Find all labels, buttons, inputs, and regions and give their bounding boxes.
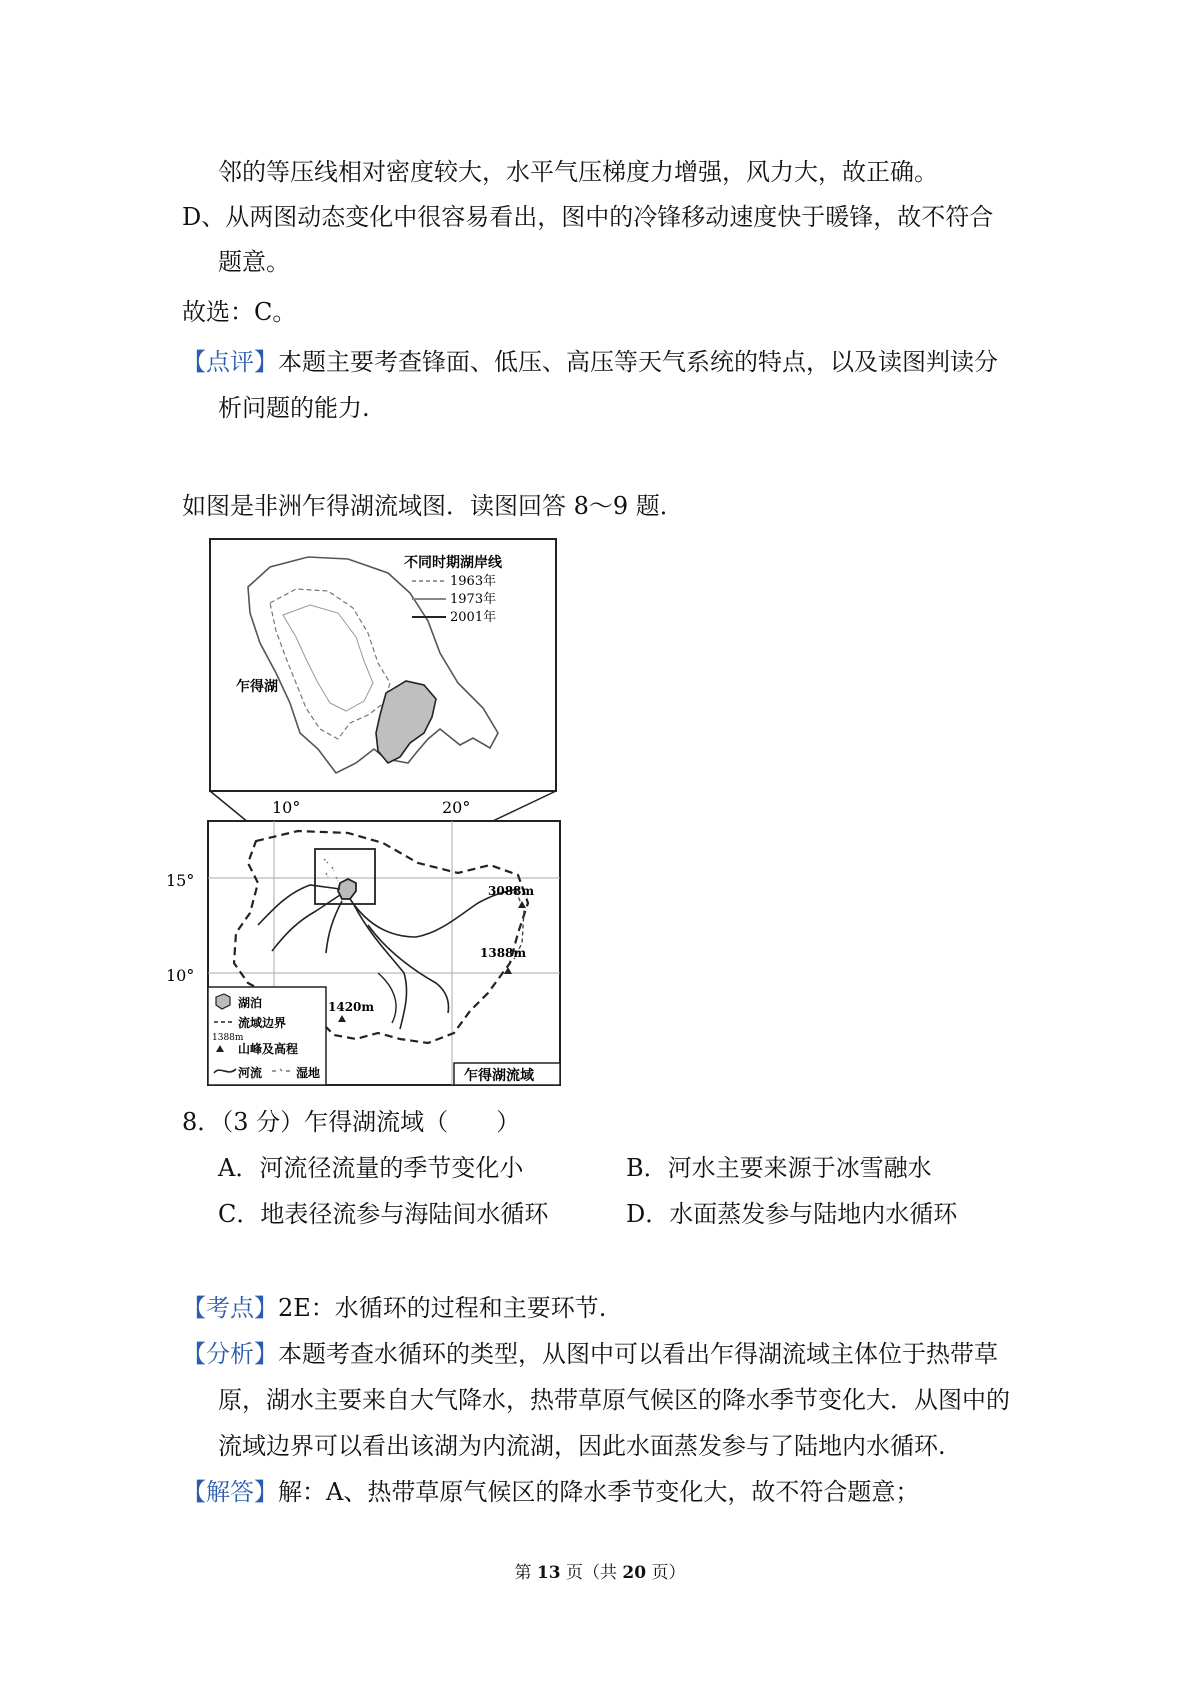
footer-text: 页（共 — [560, 1563, 623, 1583]
peak-label: 1388m — [480, 946, 527, 960]
kaodian-text: 2E：水循环的过程和主要环节. — [278, 1294, 607, 1322]
legend-item: 山峰及高程 — [238, 1042, 299, 1056]
page-number: 13 — [536, 1563, 561, 1583]
text-line: 题意。 — [218, 248, 290, 276]
option-b: B．河水主要来源于冰雪融水 — [626, 1154, 932, 1182]
fenxi-text: 本题考查水循环的类型，从图中可以看出乍得湖流域主体位于热带草 — [278, 1340, 998, 1368]
intro-line: 如图是非洲乍得湖流域图．读图回答 8～9 题． — [182, 492, 684, 520]
option-d: D．水面蒸发参与陆地内水循环 — [626, 1200, 958, 1228]
review-tag: 【点评】 — [182, 348, 278, 376]
review-paragraph — [182, 346, 998, 378]
text-line: 析问题的能力. — [218, 394, 370, 422]
legend-item: 河流 — [238, 1066, 263, 1080]
kaodian-paragraph — [182, 1292, 606, 1324]
jieda-paragraph — [182, 1476, 919, 1508]
footer-text: 页） — [646, 1563, 686, 1583]
legend-item: 湿地 — [296, 1066, 321, 1080]
page-footer — [0, 1558, 1200, 1583]
review-text: 本题主要考查锋面、低压、高压等天气系统的特点，以及读图判读分 — [278, 348, 998, 376]
legend-title: 不同时期湖岸线 — [404, 555, 502, 571]
legend-item: 1388m — [212, 1033, 244, 1043]
lat-label: 15° — [166, 871, 195, 890]
legend-2001-label: 2001年 — [450, 610, 497, 625]
footer-text: 第 — [514, 1563, 537, 1583]
text-line: D、从两图动态变化中很容易看出，图中的冷锋移动速度快于暖锋，故不符合 — [182, 203, 994, 231]
peak-label: 1420m — [328, 1000, 375, 1014]
lat-label: 10° — [166, 966, 195, 985]
peak-label: 3088m — [488, 884, 535, 898]
option-a: A．河流径流量的季节变化小 — [218, 1154, 524, 1182]
text-line: 故选：C。 — [182, 298, 297, 326]
legend-1973-label: 1973年 — [450, 592, 497, 607]
text-line: 邻的等压线相对密度较大，水平气压梯度力增强，风力大，故正确。 — [218, 158, 938, 186]
fenxi-tag: 【分析】 — [182, 1340, 278, 1368]
jieda-text: 解：A、热带草原气候区的降水季节变化大，故不符合题意； — [278, 1478, 920, 1506]
lon-label: 10° — [272, 798, 301, 817]
text-line: 流域边界可以看出该湖为内流湖，因此水面蒸发参与了陆地内水循环. — [218, 1432, 946, 1460]
option-c: C．地表径流参与海陆间水循环 — [218, 1200, 549, 1228]
legend-item: 湖泊 — [238, 996, 263, 1010]
jieda-tag: 【解答】 — [182, 1478, 278, 1506]
page-total: 20 — [622, 1563, 647, 1583]
lake-shape — [338, 879, 356, 899]
legend-1963-label: 1963年 — [450, 574, 497, 589]
chad-lake-basin-figure — [166, 533, 578, 1089]
lon-label: 20° — [442, 798, 471, 817]
kaodian-tag: 【考点】 — [182, 1294, 278, 1322]
question-stem: 8．（3 分）乍得湖流域（ ） — [182, 1108, 521, 1136]
fenxi-paragraph — [182, 1338, 998, 1370]
map-title: 乍得湖流域 — [464, 1068, 534, 1084]
legend-item: 流域边界 — [238, 1016, 287, 1030]
text-line: 原，湖水主要来自大气降水，热带草原气候区的降水季节变化大．从图中的 — [218, 1386, 1010, 1414]
lake-label: 乍得湖 — [236, 679, 278, 695]
